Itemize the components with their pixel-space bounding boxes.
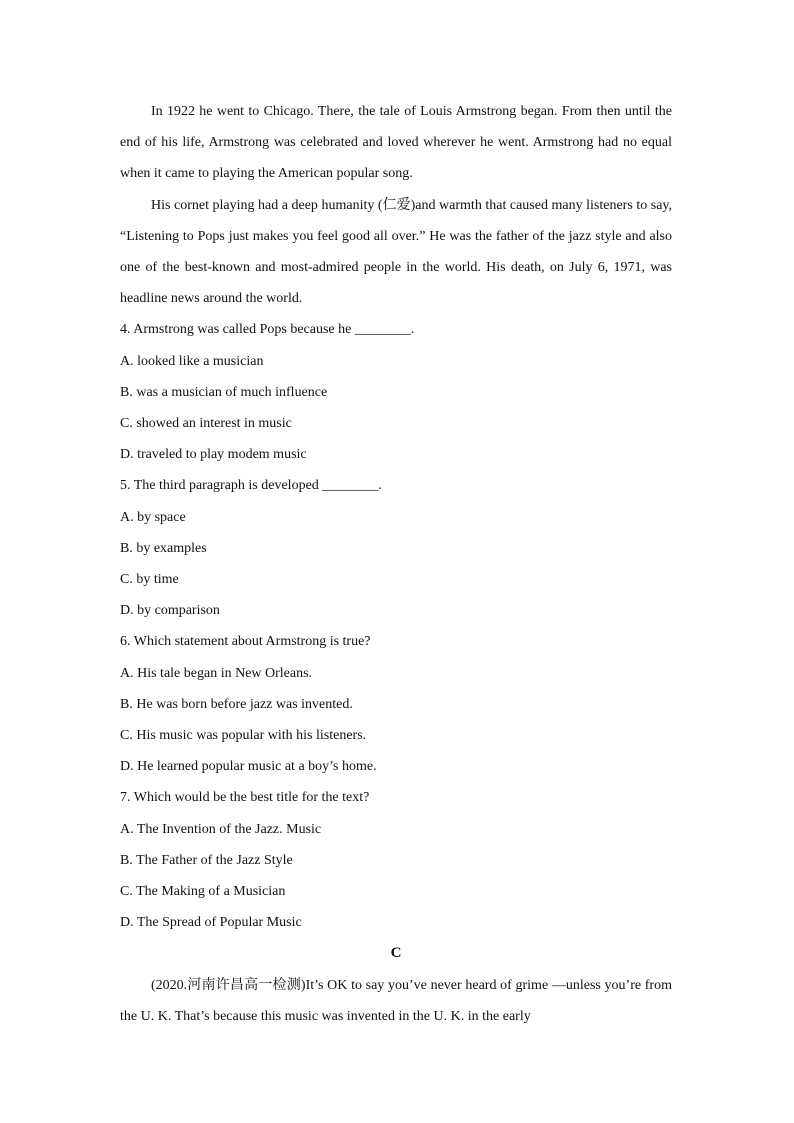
- question-4: [120, 314, 672, 470]
- question-7: [120, 782, 672, 938]
- question-6-option-c: C. His music was popular with his listeners.: [120, 728, 367, 744]
- question-7-stem: 7. Which would be the best title for the text?: [120, 790, 370, 806]
- question-7-option-a: A. The Invention of the Jazz. Music: [120, 821, 322, 837]
- question-6-option-b: B. He was born before jazz was invented.: [120, 696, 353, 712]
- question-6-option-d: D. He learned popular music at a boy’s home.: [120, 759, 377, 775]
- question-5-option-c: C. by time: [120, 572, 179, 588]
- question-5-option-a: A. by space: [120, 509, 186, 525]
- question-7-option-b: B. The Father of the Jazz Style: [120, 852, 293, 868]
- question-5-option-d: D. by comparison: [120, 603, 220, 619]
- passage-b-paragraph-2: His cornet playing had a deep humanity (仁爱)and warmth that caused many listeners to say, “Listening to Pops just makes you feel good all over.” He was the father of the jazz style and also one of the best-known and most-admired people in the world. His death, on July 6, 1971, was headline news around the world.: [120, 197, 672, 307]
- document-page: [120, 96, 672, 1032]
- question-5-option-b: B. by examples: [120, 540, 207, 556]
- passage-c-paragraph-1: (2020.河南许昌高一检测)It’s OK to say you’ve never heard of grime —unless you’re from the U. K. That’s because this music was invented in the U. K. in the early: [120, 977, 672, 1024]
- question-4-stem: 4. Armstrong was called Pops because he ________.: [120, 322, 415, 338]
- question-7-option-c: C. The Making of a Musician: [120, 884, 286, 900]
- question-5-stem: 5. The third paragraph is developed ________.: [120, 478, 382, 494]
- question-5: [120, 470, 672, 626]
- question-6-stem: 6. Which statement about Armstrong is true?: [120, 634, 371, 650]
- section-heading-c: C: [390, 945, 402, 962]
- question-4-option-d: D. traveled to play modem music: [120, 447, 307, 463]
- question-4-option-b: B. was a musician of much influence: [120, 384, 328, 400]
- question-7-option-d: D. The Spread of Popular Music: [120, 915, 302, 931]
- question-6-option-a: A. His tale began in New Orleans.: [120, 665, 313, 681]
- question-4-option-a: A. looked like a musician: [120, 353, 264, 369]
- question-6: [120, 626, 672, 782]
- question-4-option-c: C. showed an interest in music: [120, 416, 292, 432]
- passage-b-paragraph-1: In 1922 he went to Chicago. There, the tale of Louis Armstrong began. From then until the end of his life, Armstrong was celebrated and loved wherever he went. Armstrong had no equal when it came to playing the American popular song.: [120, 104, 672, 182]
